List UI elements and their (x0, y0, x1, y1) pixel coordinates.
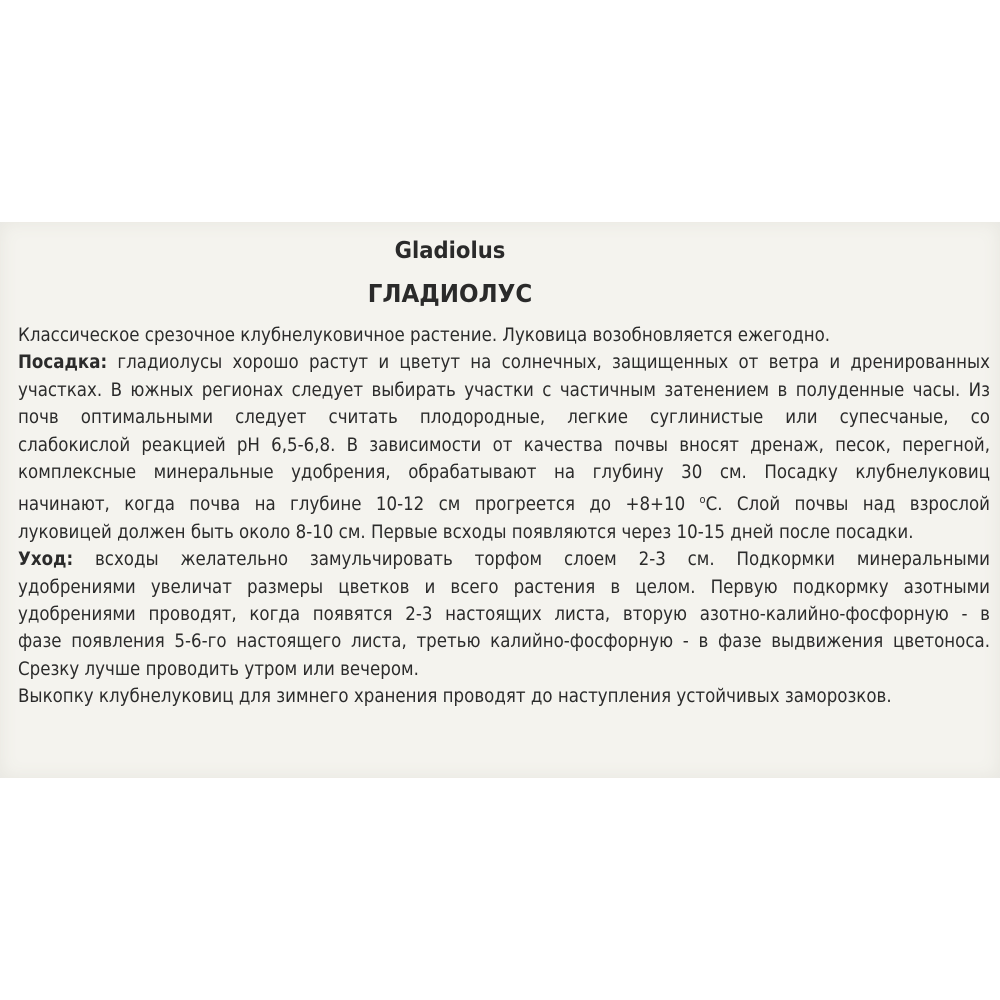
plant-info-card (0, 222, 1000, 778)
planting-line-4: слабокислой реакцией pH 6,5-6,8. В зависимости от качества почвы вносят дренаж, песок, перегной, (18, 434, 990, 456)
care-line-3: удобрениями проводят, когда появятся 2-3 настоящих листа, вторую азотно-калийно-фосфорную - в (18, 604, 990, 626)
planting-text-6a: начинают, когда почва на глубине 10-12 см прогреется до +8+10 (18, 494, 700, 516)
planting-line-1 (18, 349, 990, 376)
planting-line-3: почв оптимальными следует считать плодородные, легкие суглинистые или супесчаные, со (18, 407, 990, 429)
care-label: Уход: (18, 549, 74, 571)
description-text (18, 322, 990, 711)
title-latin: Gladiolus (394, 238, 506, 264)
planting-text-6b: С. Слой почвы над взрослой (705, 494, 990, 516)
planting-line-7: луковицей должен быть около 8-10 см. Первые всходы появляются через 10-15 дней после посадки. (18, 521, 914, 543)
planting-label: Посадка: (18, 352, 108, 374)
planting-line-5: комплексные минеральные удобрения, обрабатывают на глубину 30 см. Посадку клубнелуковиц (18, 462, 990, 484)
intro-line: Классическое срезочное клубнелуковичное растение. Луковица возобновляется ежегодно. (18, 325, 831, 346)
digging-line: Выкопку клубнелуковиц для зимнего хранения проводят до наступления устойчивых заморозков. (18, 686, 892, 708)
planting-line-2: участках. В южных регионах следует выбирать участки с частичным затенением в полуденные часы. Из (18, 379, 990, 401)
degree-sign: о (699, 493, 706, 507)
care-line-5: Срезку лучше проводить утром или вечером. (18, 658, 419, 680)
title-russian: ГЛАДИОЛУС (367, 279, 533, 308)
care-line-2: удобрениями увеличат размеры цветков и всего растения в целом. Первую подкормку азотными (18, 576, 990, 598)
care-line-4: фазе появления 5-6-го настоящего листа, третью калийно-фосфорную - в фазе выдвижения цветоноса. (18, 631, 990, 653)
planting-text-1: гладиолусы хорошо растут и цветут на солнечных, защищенных от ветра и дренированных (107, 352, 991, 374)
care-text-1: всходы желательно замульчировать торфом слоем 2-3 см. Подкормки минеральными (73, 549, 990, 571)
planting-line-6 (18, 486, 990, 518)
care-line-1 (18, 546, 990, 573)
